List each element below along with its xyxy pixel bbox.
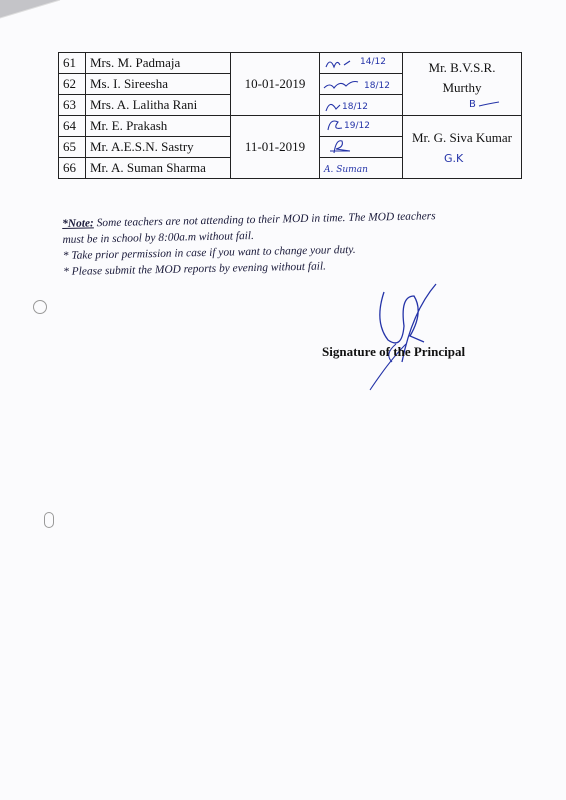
- teacher-name: Mrs. M. Padmaja: [86, 53, 231, 74]
- signature-cell: [320, 158, 403, 179]
- punch-hole-top: [33, 300, 47, 314]
- duty-date: 11-01-2019: [231, 116, 320, 179]
- note-label: *Note:: [62, 217, 94, 230]
- mod-duty-table: [58, 52, 522, 179]
- note-line: * Please submit the MOD reports by evening without fail.: [63, 260, 327, 278]
- mod-teacher-name: Mr. B.V.S.R.: [428, 60, 496, 75]
- svg-text:G.K: G.K: [444, 152, 464, 165]
- teacher-name: Mr. E. Prakash: [86, 116, 231, 137]
- mod-teacher-name: Mr. G. Siva Kumar: [411, 130, 513, 145]
- teacher-name: Mrs. A. Lalitha Rani: [86, 95, 231, 116]
- signature-cell: [320, 137, 403, 158]
- mod-teacher-cell: [403, 116, 522, 179]
- signature-cell: [320, 116, 403, 137]
- handwritten-signature: [320, 137, 394, 157]
- signature-cell: [320, 95, 403, 116]
- principal-signature-label: Signature of the Principal: [322, 344, 466, 359]
- svg-text:14/12: 14/12: [360, 57, 386, 67]
- serial-number: 64: [59, 116, 86, 137]
- teacher-name: Mr. A. Suman Sharma: [86, 158, 231, 179]
- mod-teacher-name-line2: Murthy: [442, 80, 482, 95]
- mod-teacher-initial: [467, 98, 507, 110]
- note-line: * Take prior permission in case if you want to change your duty.: [62, 243, 356, 262]
- svg-text:B: B: [469, 99, 476, 110]
- handwritten-signature: [320, 53, 394, 73]
- serial-number: 63: [59, 95, 86, 116]
- principal-handwritten-signature: [366, 282, 446, 392]
- svg-text:19/12: 19/12: [344, 121, 370, 131]
- svg-text:18/12: 18/12: [364, 81, 390, 91]
- table-row: [59, 53, 522, 74]
- mod-teacher-cell: [403, 53, 522, 116]
- punch-hole-bottom: [44, 512, 54, 528]
- serial-number: 62: [59, 74, 86, 95]
- note-text: Some teachers are not attending to their MOD in time. The MOD teachers: [96, 210, 436, 230]
- handwritten-signature: [320, 158, 394, 178]
- teacher-name: Mr. A.E.S.N. Sastry: [86, 137, 231, 158]
- signature-cell: [320, 53, 403, 74]
- serial-number: 66: [59, 158, 86, 179]
- svg-text:A. Suman: A. Suman: [324, 165, 368, 175]
- teacher-name: Ms. I. Sireesha: [86, 74, 231, 95]
- handwritten-signature: [320, 95, 394, 115]
- svg-text:18/12: 18/12: [342, 102, 368, 112]
- serial-number: 65: [59, 137, 86, 158]
- duty-date: 10-01-2019: [231, 53, 320, 116]
- notes-section: [62, 206, 533, 280]
- table-row: [59, 116, 522, 137]
- mod-teacher-initial: [432, 150, 492, 166]
- handwritten-signature: [320, 116, 394, 136]
- signature-cell: [320, 74, 403, 95]
- serial-number: 61: [59, 53, 86, 74]
- handwritten-signature: [320, 74, 394, 94]
- note-line: must be in school by 8:00a.m without fail.: [62, 229, 255, 246]
